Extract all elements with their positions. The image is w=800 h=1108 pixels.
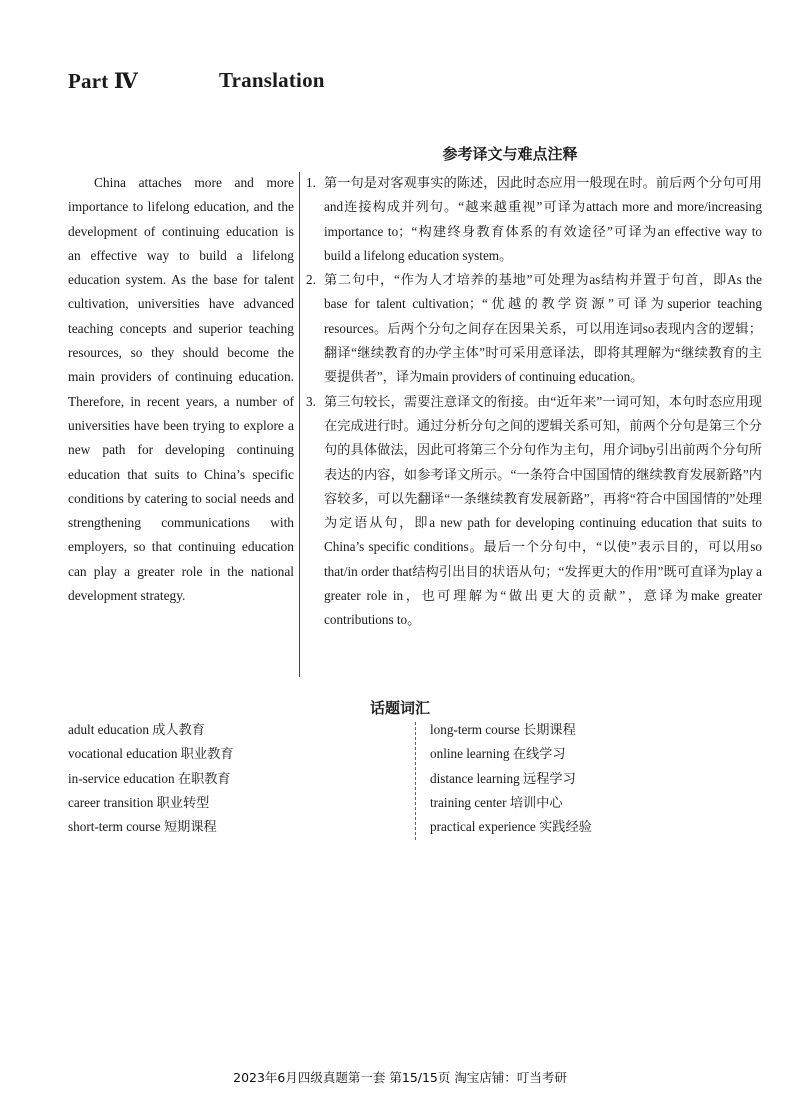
column-divider [299, 172, 300, 677]
note-item [306, 268, 762, 389]
vocab-item: adult education 成人教育 [68, 722, 205, 737]
note-number: 1. [306, 175, 316, 190]
note-text: 第二句中，“作为人才培养的基地”可处理为as结构并置于句首，即As the base for talent cultivation；“优越的教学资源”可译为superior teaching resources。后两个分句之间存在因果关系，可以用连词so表现内含的逻辑；翻译“继续教育的办学主体”时可采用意译法，即将其理解为“继续教育的主要提供者”，译为main providers of continuing education。 [324, 272, 762, 385]
vocabulary-list-left [68, 718, 234, 839]
part-title: Translation [219, 68, 325, 92]
vocab-item: training center 培训中心 [430, 794, 563, 810]
vocab-item: vocational education 职业教育 [68, 746, 234, 762]
note-number: 3. [306, 393, 316, 409]
note-item [306, 390, 762, 633]
note-item [306, 171, 762, 268]
vocab-item: practical experience 实践经验 [430, 819, 592, 835]
part-heading [68, 68, 325, 94]
vocab-item: short-term course 短期课程 [68, 819, 217, 835]
vocab-item: long-term course 长期课程 [430, 722, 576, 737]
vocab-item: online learning 在线学习 [430, 746, 566, 762]
note-text: 第一句是对客观事实的陈述，因此时态应用一般现在时。前后两个分句可用and连接构成并列句。“越来越重视”可译为attach more and more/increasing importance to；“构建终身教育体系的有效途径”可译为an effective way to build a lifelong education system。 [324, 175, 762, 263]
vocabulary-title: 话题词汇 [369, 701, 430, 717]
reference-translation: China attaches more and more importance to lifelong education, and the development of continuing education is an effective way to build a lifelong education system. As the base for talent cultivation, universities have advanced teaching concepts and superior teaching resources, so they should become the main providers of continuing education. Therefore, in recent years, a number of universities have been trying to explore a new path for developing continuing education that suits to China’s specific conditions by catering to social needs and strengthening communications with employers, so that continuing education can play a greater role in the national development strategy. [68, 175, 294, 604]
vocab-item: in-service education 在职教育 [68, 770, 231, 786]
note-text: 第三句较长，需要注意译文的衔接。由“近年来”一词可知，本句时态应用现在完成进行时。通过分析分句之间的逻辑关系可知，前两个分句是第三个分句的具体做法，因此可将第三个分句作为主句，用介词by引出前两个分句所表达的内容，如参考译文所示。“一条符合中国国情的继续教育发展新路”内容较多，可以先翻译“一条继续教育发展新路”，再将“符合中国国情的”处理为定语从句，即a new path for developing continuing education that suits to China’s specific conditions。最后一个分句中，“以使”表示目的，可以用so that/in order that结构引出目的状语从句；“发挥更大的作用”既可直译为play a greater role in，也可理解为“做出更大的贡献”，意译为make greater contributions to。 [324, 393, 762, 628]
vocabulary-list-right [430, 718, 592, 839]
vocab-item: distance learning 远程学习 [430, 770, 576, 786]
page-footer: 2023年6月四级真题第一套 第15/15页 淘宝店铺：叮当考研 [233, 1070, 567, 1085]
difficulty-notes [306, 171, 762, 633]
part-number: Part Ⅳ [68, 69, 138, 93]
reference-section-title: 参考译文与难点注释 [442, 147, 578, 163]
vocab-item: career transition 职业转型 [68, 794, 210, 810]
vocabulary-divider [415, 722, 416, 840]
note-number: 2. [306, 272, 316, 288]
